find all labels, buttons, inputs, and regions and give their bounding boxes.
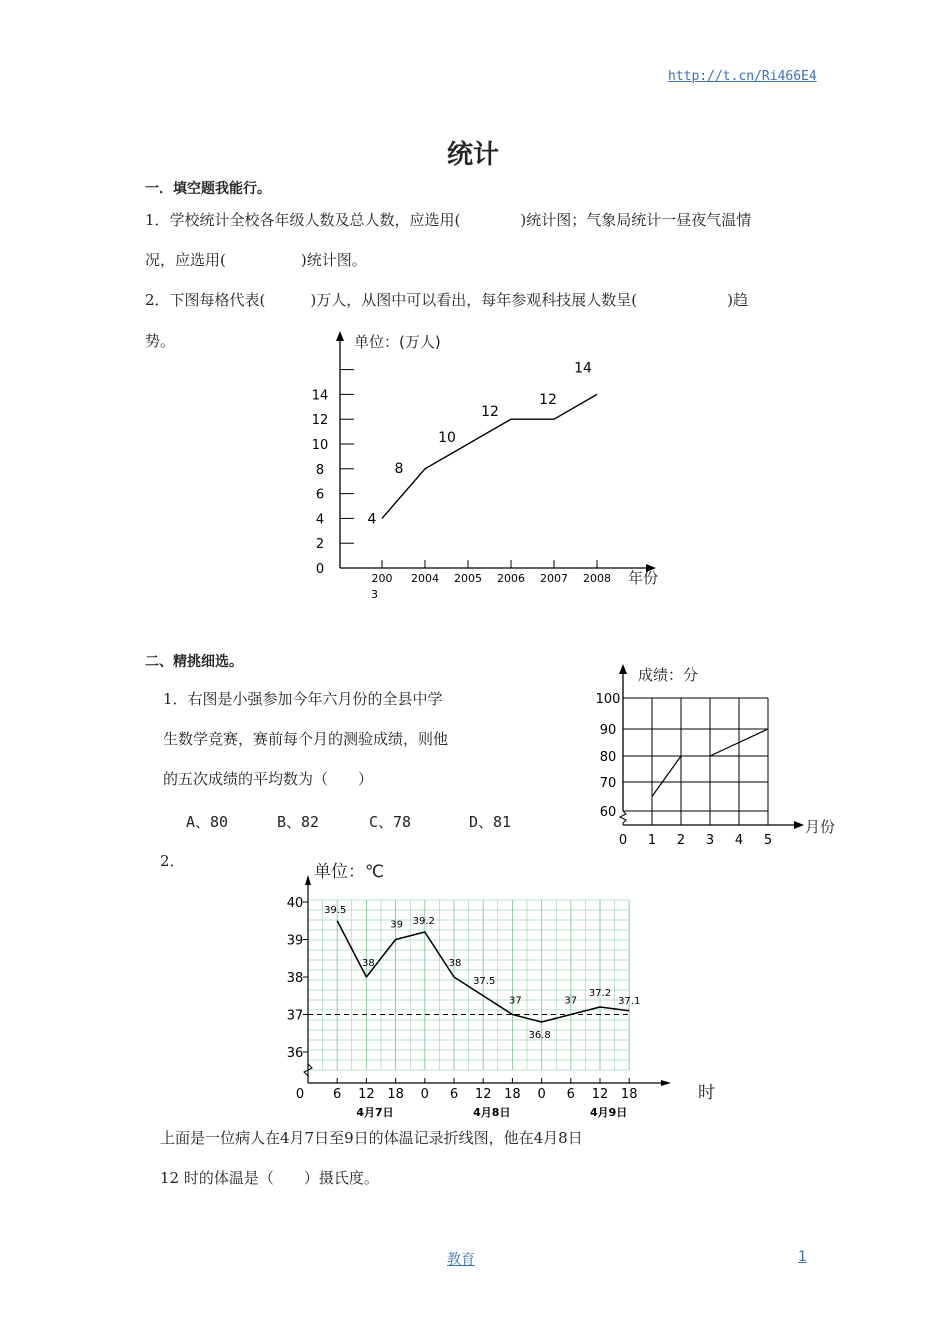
chart2-y-tick-label: 70	[599, 776, 617, 791]
chart1-x-tick-label: 2007	[540, 572, 568, 585]
chart1-y-tick-label: 6	[315, 487, 325, 503]
chart1-x-tick-label: 200	[371, 572, 393, 585]
chart2-axis-break	[620, 811, 626, 825]
chart3-x-tick-label: 0	[295, 1087, 305, 1102]
chart3-unit-label: 单位：℃	[314, 862, 385, 882]
chart2-y-tick-label: 90	[599, 723, 617, 738]
chart3-x-tick-label: 12	[358, 1087, 375, 1102]
option-a: A、80	[186, 813, 229, 831]
chart1-y-tick-label: 4	[315, 512, 325, 528]
section1-heading: 一．填空题我能行。	[145, 181, 271, 197]
section2-q1-line3: 的五次成绩的平均数为（ ）	[163, 770, 374, 788]
chart3-data-label: 39	[390, 919, 403, 931]
chart1-y-tick-label: 14	[311, 388, 329, 404]
chart3-data-label: 37	[509, 995, 522, 1007]
chart3-data-label: 39.2	[412, 916, 435, 927]
chart2-x-axis-label: 月份	[805, 818, 836, 836]
chart2-x-axis-arrow	[794, 821, 804, 829]
chart3-data-label: 37.1	[618, 995, 641, 1007]
chart1-data-label: 10	[438, 430, 456, 446]
chart3-y-tick-label: 36	[286, 1046, 304, 1061]
chart3-x-tick-label: 0	[420, 1087, 429, 1102]
chart3-x-tick-label: 12	[591, 1087, 609, 1102]
chart1-x-tick-label: 2005	[454, 572, 482, 585]
chart2-x-tick-label: 0	[618, 833, 628, 848]
section2-q2-text2: 12 时的体温是（ ）摄氏度。	[160, 1169, 379, 1187]
chart1-y-tick-label: 8	[315, 462, 325, 478]
chart3-data-label: 36.8	[528, 1030, 551, 1041]
footer-center-link[interactable]: 教育	[447, 1252, 475, 1268]
chart3-x-tick-label: 0	[537, 1087, 546, 1102]
chart1-x-axis-label: 年份	[628, 569, 659, 587]
chart3-y-axis-arrow	[305, 875, 311, 885]
chart1-data-label: 12	[539, 392, 557, 409]
chart1-y-tick-label: 0	[315, 562, 325, 577]
chart3-y-tick-label: 39	[286, 933, 304, 949]
option-d: D、81	[469, 813, 512, 831]
option-c: C、78	[369, 813, 412, 831]
chart3-day-label: 4月8日	[473, 1106, 511, 1119]
footer-page-number: 1	[798, 1249, 807, 1265]
section2-q1-line2: 生数学竞赛，赛前每个月的测验成绩，则他	[163, 730, 449, 748]
chart3-day-label: 4月9日	[589, 1106, 628, 1119]
chart2-x-tick-label: 5	[763, 833, 773, 848]
chart3-day-label: 4月7日	[356, 1106, 394, 1119]
score-line-chart	[588, 658, 848, 853]
chart3-data-label: 39.5	[324, 904, 347, 916]
chart1-data-label: 14	[574, 360, 592, 377]
chart2-unit-label: 成绩：分	[638, 666, 699, 684]
chart1-x-tick-label: 2004	[411, 572, 439, 585]
chart2-x-tick-label: 1	[647, 833, 657, 848]
section1-q2-line1: 2．下图每格代表( )万人，从图中可以看出，每年参观科技展人数呈( )趋	[145, 291, 748, 309]
section2-heading: 二、精挑细选。	[145, 654, 243, 670]
chart3-x-axis-label: 时	[698, 1083, 715, 1103]
chart3-data-label: 37.2	[588, 988, 612, 999]
chart3-x-tick-label: 6	[333, 1087, 342, 1102]
chart2-y-tick-label: 80	[599, 750, 617, 765]
chart3-y-tick-label: 37	[286, 1008, 304, 1024]
chart2-x-tick-label: 2	[676, 833, 686, 848]
section2-q2-text1: 上面是一位病人在4月7日至9日的体温记录折线图，他在4月8日	[160, 1129, 583, 1147]
chart3-y-tick-label: 40	[286, 896, 304, 911]
chart2-y-axis-arrow	[619, 664, 627, 674]
section2-q2-label: 2．	[160, 852, 185, 870]
chart2-series-segment	[652, 756, 681, 797]
chart3-x-axis-arrow	[661, 1080, 671, 1086]
temperature-line-chart	[280, 855, 730, 1125]
chart1-y-tick-label: 12	[311, 413, 329, 429]
chart3-y-tick-label: 38	[286, 971, 304, 986]
chart1-data-label: 12	[481, 404, 499, 421]
section1-q1-line1: 1．学校统计全校各年级人数及总人数，应选用( )统计图；气象局统计一昼夜气温情	[145, 211, 752, 229]
chart1-x-tick-label: 2008	[583, 572, 611, 585]
chart3-data-label: 37.5	[473, 975, 496, 987]
chart2-y-tick-label: 100	[595, 692, 621, 707]
visitors-line-chart	[290, 325, 690, 610]
chart3-data-label: 38	[448, 958, 462, 969]
chart1-data-label: 8	[394, 460, 404, 477]
header-url-link[interactable]: http://t.cn/Ri466E4	[668, 69, 817, 84]
chart1-y-axis-arrow	[336, 331, 344, 341]
option-b: B、82	[277, 813, 320, 831]
section1-q2-line2: 势。	[145, 332, 176, 350]
chart3-data-label: 37	[564, 995, 578, 1007]
chart1-y-tick-label: 2	[315, 537, 325, 553]
chart2-x-tick-label: 3	[705, 833, 715, 848]
chart2-x-tick-label: 4	[734, 833, 744, 848]
chart1-unit-label: 单位：(万人)	[354, 333, 441, 351]
chart1-x-tick-label: 2006	[497, 572, 525, 585]
chart3-x-tick-label: 12	[474, 1087, 492, 1102]
chart1-y-tick-label: 10	[311, 438, 329, 453]
section1-q1-line2: 况，应选用( )统计图。	[145, 251, 367, 269]
chart3-data-label: 38	[362, 958, 375, 969]
section2-q1-line1: 1．右图是小强参加今年六月份的全县中学	[163, 690, 443, 708]
chart3-x-tick-label: 6	[566, 1087, 575, 1102]
chart3-x-tick-label: 18	[387, 1087, 404, 1102]
chart3-x-tick-label: 6	[449, 1087, 459, 1102]
chart3-x-tick-label: 18	[620, 1087, 638, 1102]
chart1-x-tick-label: 3	[371, 588, 378, 601]
chart2-y-tick-label: 60	[599, 805, 617, 820]
chart1-data-label: 4	[367, 511, 377, 528]
chart3-x-tick-label: 18	[504, 1087, 521, 1102]
page-title: 统计	[447, 140, 500, 170]
